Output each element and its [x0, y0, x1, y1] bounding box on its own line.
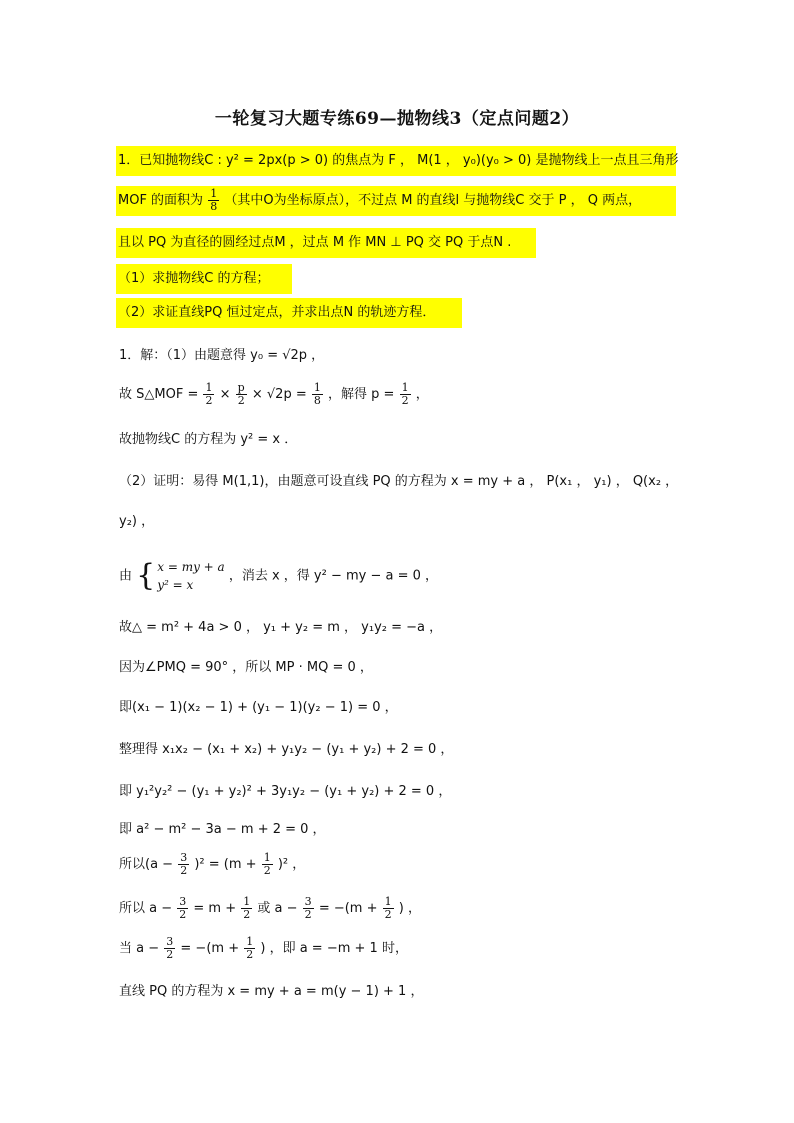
fraction-denominator: 2 — [205, 394, 213, 407]
solution-line-2-text-e: ， — [415, 387, 429, 402]
solution-line-14-text-c: 或 a − — [257, 901, 298, 916]
fraction — [164, 936, 175, 961]
solution-line-3: 故抛物线C 的方程为 y² = x ． — [119, 432, 298, 447]
fraction-denominator: 2 — [243, 908, 251, 921]
fraction-numerator: 3 — [179, 895, 187, 908]
solution-line-11: 即 y₁²y₂² − (y₁ + y₂)² + 3y₁y₂ − (y₁ + y₂) + 2 = 0 ， — [119, 784, 452, 799]
equation-system-lines — [157, 558, 224, 594]
fraction-numerator: 1 — [205, 381, 213, 394]
solution-line-4: （2）证明：易得 M(1,1)，由题意可设直线 PQ 的方程为 x = my + a ， P(x₁ ， y₁) ， Q(x₂ ， — [119, 474, 679, 489]
fraction-denominator: 2 — [179, 908, 187, 921]
fraction-numerator: 1 — [210, 187, 218, 200]
solution-line-6-text-b: ，消去 x ，得 y² − my − a = 0 ， — [228, 568, 439, 584]
fraction-numerator: p — [237, 381, 245, 394]
solution-line-2-text-d: ，解得 p = — [328, 387, 395, 402]
fraction-denominator: 2 — [246, 948, 254, 961]
solution-line-15-text-a: 当 a − — [119, 941, 160, 956]
solution-line-5: y₂) ， — [119, 514, 155, 529]
fraction — [178, 852, 189, 877]
fraction — [400, 382, 411, 407]
solution-line-2 — [119, 382, 429, 407]
fraction-denominator: 8 — [210, 200, 218, 213]
fraction-numerator: 1 — [243, 895, 251, 908]
fraction-denominator: 2 — [401, 394, 409, 407]
multiply-sign: × — [219, 387, 231, 402]
fraction-numerator: 1 — [246, 935, 254, 948]
equation-system-line-1: x = my + a — [157, 560, 225, 574]
fraction-denominator: 2 — [263, 864, 271, 877]
solution-line-13-text-c: )² ， — [277, 857, 306, 872]
fraction-numerator: 1 — [263, 851, 271, 864]
solution-line-10: 整理得 x₁x₂ − (x₁ + x₂) + y₁y₂ − (y₁ + y₂) + 2 = 0 ， — [119, 742, 454, 757]
solution-line-14-text-b: = m + — [193, 901, 237, 916]
fraction — [244, 936, 255, 961]
fraction-numerator: 1 — [401, 381, 409, 394]
solution-line-13-text-a: 所以(a − — [119, 857, 174, 872]
solution-line-2-text-c: × √2p = — [251, 387, 307, 402]
fraction-numerator: 1 — [313, 381, 321, 394]
problem-line-2 — [116, 186, 676, 216]
solution-line-14-text-d: = −(m + — [318, 901, 378, 916]
solution-line-13 — [119, 852, 305, 877]
solution-line-15-text-b: = −(m + — [180, 941, 240, 956]
solution-line-8: 因为∠PMQ = 90° ，所以 MP · MQ = 0 ， — [119, 660, 373, 675]
fraction-numerator: 3 — [304, 895, 312, 908]
problem-line-3: 且以 PQ 为直径的圆经过点M ，过点 M 作 MN ⊥ PQ 交 PQ 于点N . — [116, 228, 536, 258]
fraction — [241, 896, 252, 921]
fraction — [312, 382, 323, 407]
solution-line-6 — [119, 558, 438, 594]
fraction — [262, 852, 273, 877]
fraction-denominator: 2 — [180, 864, 188, 877]
solution-line-14-text-e: ) ， — [398, 901, 421, 916]
problem-part-2: （2）求证直线PQ 恒过定点，并求出点N 的轨迹方程． — [116, 298, 462, 328]
problem-line-2-text-a: MOF 的面积为 — [118, 193, 204, 208]
solution-line-7: 故△ = m² + 4a > 0 ， y₁ + y₂ = m ， y₁y₂ = −a ， — [119, 620, 443, 635]
solution-line-1: 1．解：（1）由题意得 y₀ = √2p ， — [119, 348, 325, 363]
solution-line-2-text-a: 故 S△MOF = — [119, 387, 199, 402]
solution-line-14 — [119, 896, 421, 921]
solution-line-14-text-a: 所以 a − — [119, 901, 173, 916]
fraction — [236, 382, 247, 407]
solution-line-13-text-b: )² = (m + — [194, 857, 257, 872]
fraction-denominator: 2 — [384, 908, 392, 921]
fraction — [177, 896, 188, 921]
fraction-denominator: 2 — [237, 394, 245, 407]
left-brace: { — [136, 558, 156, 593]
solution-line-6-text-a: 由 — [119, 568, 133, 584]
solution-line-9: 即(x₁ − 1)(x₂ − 1) + (y₁ − 1)(y₂ − 1) = 0 ， — [119, 700, 398, 715]
problem-line-1: 1．已知抛物线C : y² = 2px(p > 0) 的焦点为 F ， M(1 ， y₀)(y₀ > 0) 是抛物线上一点且三角形 — [116, 146, 676, 176]
fraction — [303, 896, 314, 921]
fraction — [383, 896, 394, 921]
fraction-denominator: 2 — [166, 948, 174, 961]
solution-line-16: 直线 PQ 的方程为 x = my + a = m(y − 1) + 1 ， — [119, 984, 424, 999]
fraction — [208, 188, 219, 213]
fraction-denominator: 2 — [304, 908, 312, 921]
problem-part-1: （1）求抛物线C 的方程； — [116, 264, 292, 294]
solution-line-15-text-c: ) ，即 a = −m + 1 时， — [260, 941, 408, 956]
equation-system — [136, 558, 225, 594]
solution-line-15 — [119, 936, 408, 961]
fraction-denominator: 8 — [313, 394, 321, 407]
solution-line-12: 即 a² − m² − 3a − m + 2 = 0 ， — [119, 822, 326, 837]
fraction-numerator: 3 — [180, 851, 188, 864]
fraction-numerator: 3 — [166, 935, 174, 948]
page-title: 一轮复习大题专练69—抛物线3（定点问题2） — [214, 109, 580, 129]
equation-system-line-2: y² = x — [157, 578, 194, 592]
fraction — [203, 382, 214, 407]
fraction-numerator: 1 — [384, 895, 392, 908]
problem-line-2-text-b: （其中O为坐标原点），不过点 M 的直线l 与抛物线C 交于 P ， Q 两点， — [224, 193, 642, 208]
